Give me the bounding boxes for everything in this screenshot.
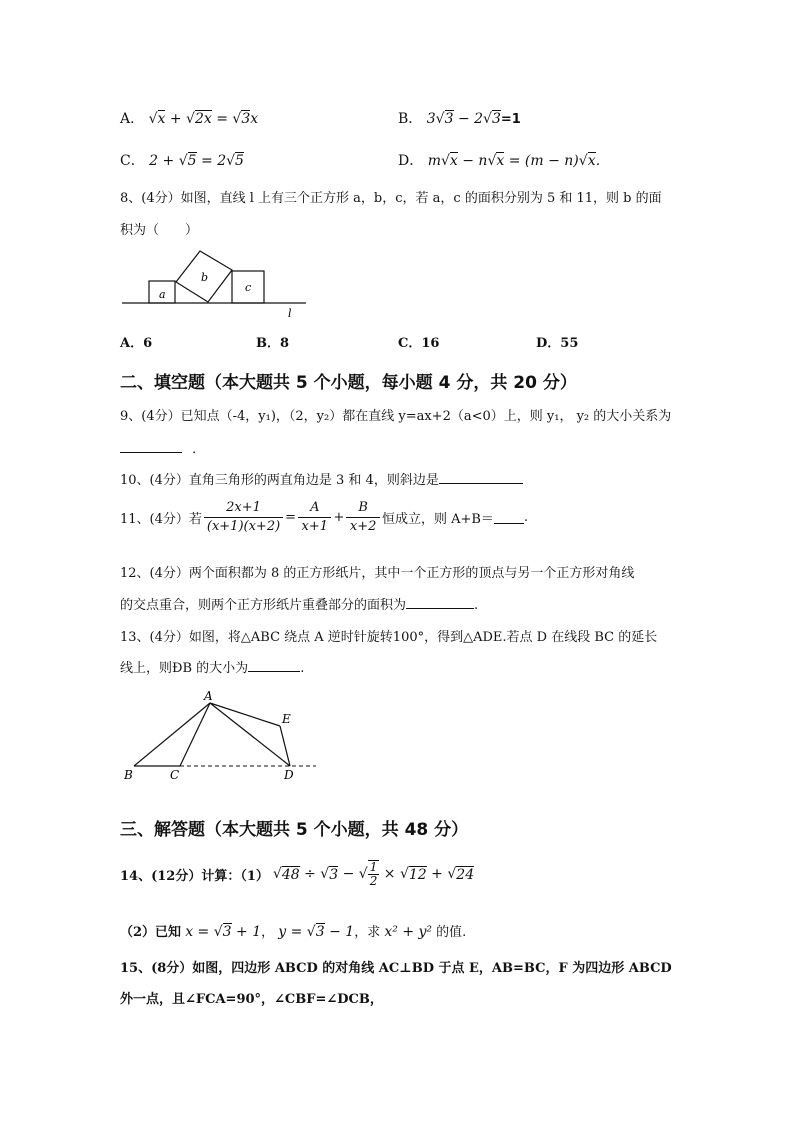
- q12-line1: 12、(4分）两个面积都为 8 的正方形纸片，其中一个正方形的顶点与另一个正方形对角线: [120, 566, 635, 581]
- label-c: c: [245, 281, 252, 294]
- label-C: C: [170, 768, 180, 782]
- option-letter: B．: [398, 111, 423, 127]
- frac1-denominator: (x+1)(x+2): [206, 519, 281, 534]
- option-letter: C．: [120, 153, 145, 169]
- q14-sep1: ，: [261, 925, 275, 940]
- q9-tail: ．: [192, 442, 206, 457]
- q13-line2-text: 线上，则ÐB 的大小为: [120, 661, 249, 676]
- frac1-numerator: 2x+1: [204, 500, 283, 518]
- frac3-denominator: x+2: [349, 519, 377, 534]
- q8-figure: [120, 244, 320, 322]
- q8-option-c: C．16: [398, 336, 440, 351]
- frac2-denominator: x+1: [301, 519, 329, 534]
- q10-answer-blank[interactable]: [439, 471, 523, 484]
- segment-ac: [180, 703, 210, 766]
- q10: [120, 469, 523, 488]
- q12-answer-blank[interactable]: [406, 596, 474, 609]
- q14-y-def: y = √3 − 1: [278, 924, 355, 940]
- q8-line1: 8、(4分）如图，直线 l 上有三个正方形 a，b，c，若 a，c 的面积分别为 5 和 11，则 b 的面: [120, 191, 662, 206]
- q13-end: .: [300, 661, 305, 676]
- q14-part2: [120, 921, 466, 940]
- q12-end: .: [474, 598, 479, 613]
- q14-part2-suffix: 的值.: [436, 925, 467, 940]
- segment-ad: [210, 703, 290, 766]
- q7-option-d: [398, 150, 610, 170]
- q14-prefix: 14、(12分）计算：（1）: [120, 868, 269, 884]
- q7-option-b-formula: 3√3 − 2√3: [426, 111, 501, 127]
- q11-fraction-2: [298, 500, 331, 535]
- q11: [120, 500, 528, 535]
- label-B: B: [124, 768, 133, 782]
- label-D: D: [284, 768, 294, 782]
- q9-line2: [120, 438, 205, 457]
- q14-expression: √ 48 ÷ √ 3 − √ 1 2 × √ 12 + √ 24: [272, 860, 475, 888]
- frac2-numerator: A: [298, 500, 331, 518]
- q11-plus: +: [333, 510, 345, 525]
- q8-option-b: B．8: [256, 336, 290, 351]
- q8-option-a: A．6: [120, 336, 153, 351]
- q11-prefix: 11、(4分）若: [120, 512, 202, 527]
- label-b: b: [201, 271, 209, 284]
- q8-line2: 积为（ ）: [120, 223, 199, 238]
- q12-line2: [120, 594, 478, 613]
- q7-option-b: [398, 108, 521, 128]
- label-a: a: [159, 288, 166, 301]
- q7-option-b-tail: =1: [500, 112, 521, 127]
- q13-line2: [120, 657, 304, 676]
- option-letter: A．: [120, 111, 145, 127]
- q11-fraction-3: [346, 500, 380, 535]
- q13-line1: 13、(4分）如图，将△ABC 绕点 A 逆时针旋转100°，得到△ADE.若点 D 在线段 BC 的延长: [120, 630, 658, 645]
- q7-option-c: [120, 150, 244, 170]
- q13-figure: [120, 686, 330, 786]
- q8-option-d: D．55: [536, 336, 579, 351]
- q14-target: x² + y²: [384, 924, 433, 940]
- option-letter: D．: [398, 153, 424, 169]
- q7-option-d-formula: m√x − n√x = (m − n)√x．: [427, 153, 610, 169]
- section-3-title: 三、解答题（本大题共 5 个小题，共 48 分）: [120, 820, 469, 840]
- q9-answer-blank[interactable]: [120, 440, 182, 453]
- q14-part1: [120, 860, 474, 888]
- q14-part2-prefix: （2）已知: [120, 925, 182, 940]
- segment-ae: [210, 703, 280, 726]
- q11-end: .: [523, 510, 529, 525]
- segment-ab: [134, 703, 210, 766]
- q7-option-a: [120, 108, 258, 128]
- q11-eq: =: [285, 510, 297, 525]
- frac3-numerator: B: [346, 500, 380, 518]
- q7-option-a-formula: √x + √2x = √3x: [148, 111, 259, 127]
- q11-answer-blank[interactable]: [494, 511, 524, 524]
- label-l: l: [288, 307, 292, 320]
- q11-suffix: 恒成立，则 A+B＝: [381, 512, 494, 527]
- section-2-title: 二、填空题（本大题共 5 个小题，每小题 4 分，共 20 分）: [120, 373, 577, 393]
- q14-x-def: x = √3 + 1: [185, 924, 262, 940]
- q15-line2: 外一点，且∠FCA=90°，∠CBF=∠DCB，: [120, 992, 383, 1007]
- q10-text: 10、(4分）直角三角形的两直角边是 3 和 4，则斜边是: [120, 473, 439, 488]
- label-E: E: [282, 712, 291, 726]
- q7-option-c-formula: 2 + √5 = 2√5: [149, 153, 244, 169]
- q11-fraction-1: [204, 500, 283, 535]
- q13-answer-blank[interactable]: [248, 659, 300, 672]
- q15-line1: 15、(8分）如图，四边形 ABCD 的对角线 AC⊥BD 于点 E，AB=BC，F 为四边形 ABCD: [120, 961, 672, 976]
- label-A: A: [204, 689, 213, 703]
- q9-line1: 9、(4分）已知点（-4，y₁)，（2，y₂）都在直线 y=ax+2（a<0）上，则 y₁， y₂ 的大小关系为: [120, 409, 672, 424]
- q14-sep2: ，求: [354, 925, 381, 940]
- q12-line2-text: 的交点重合，则两个正方形纸片重叠部分的面积为: [120, 598, 407, 613]
